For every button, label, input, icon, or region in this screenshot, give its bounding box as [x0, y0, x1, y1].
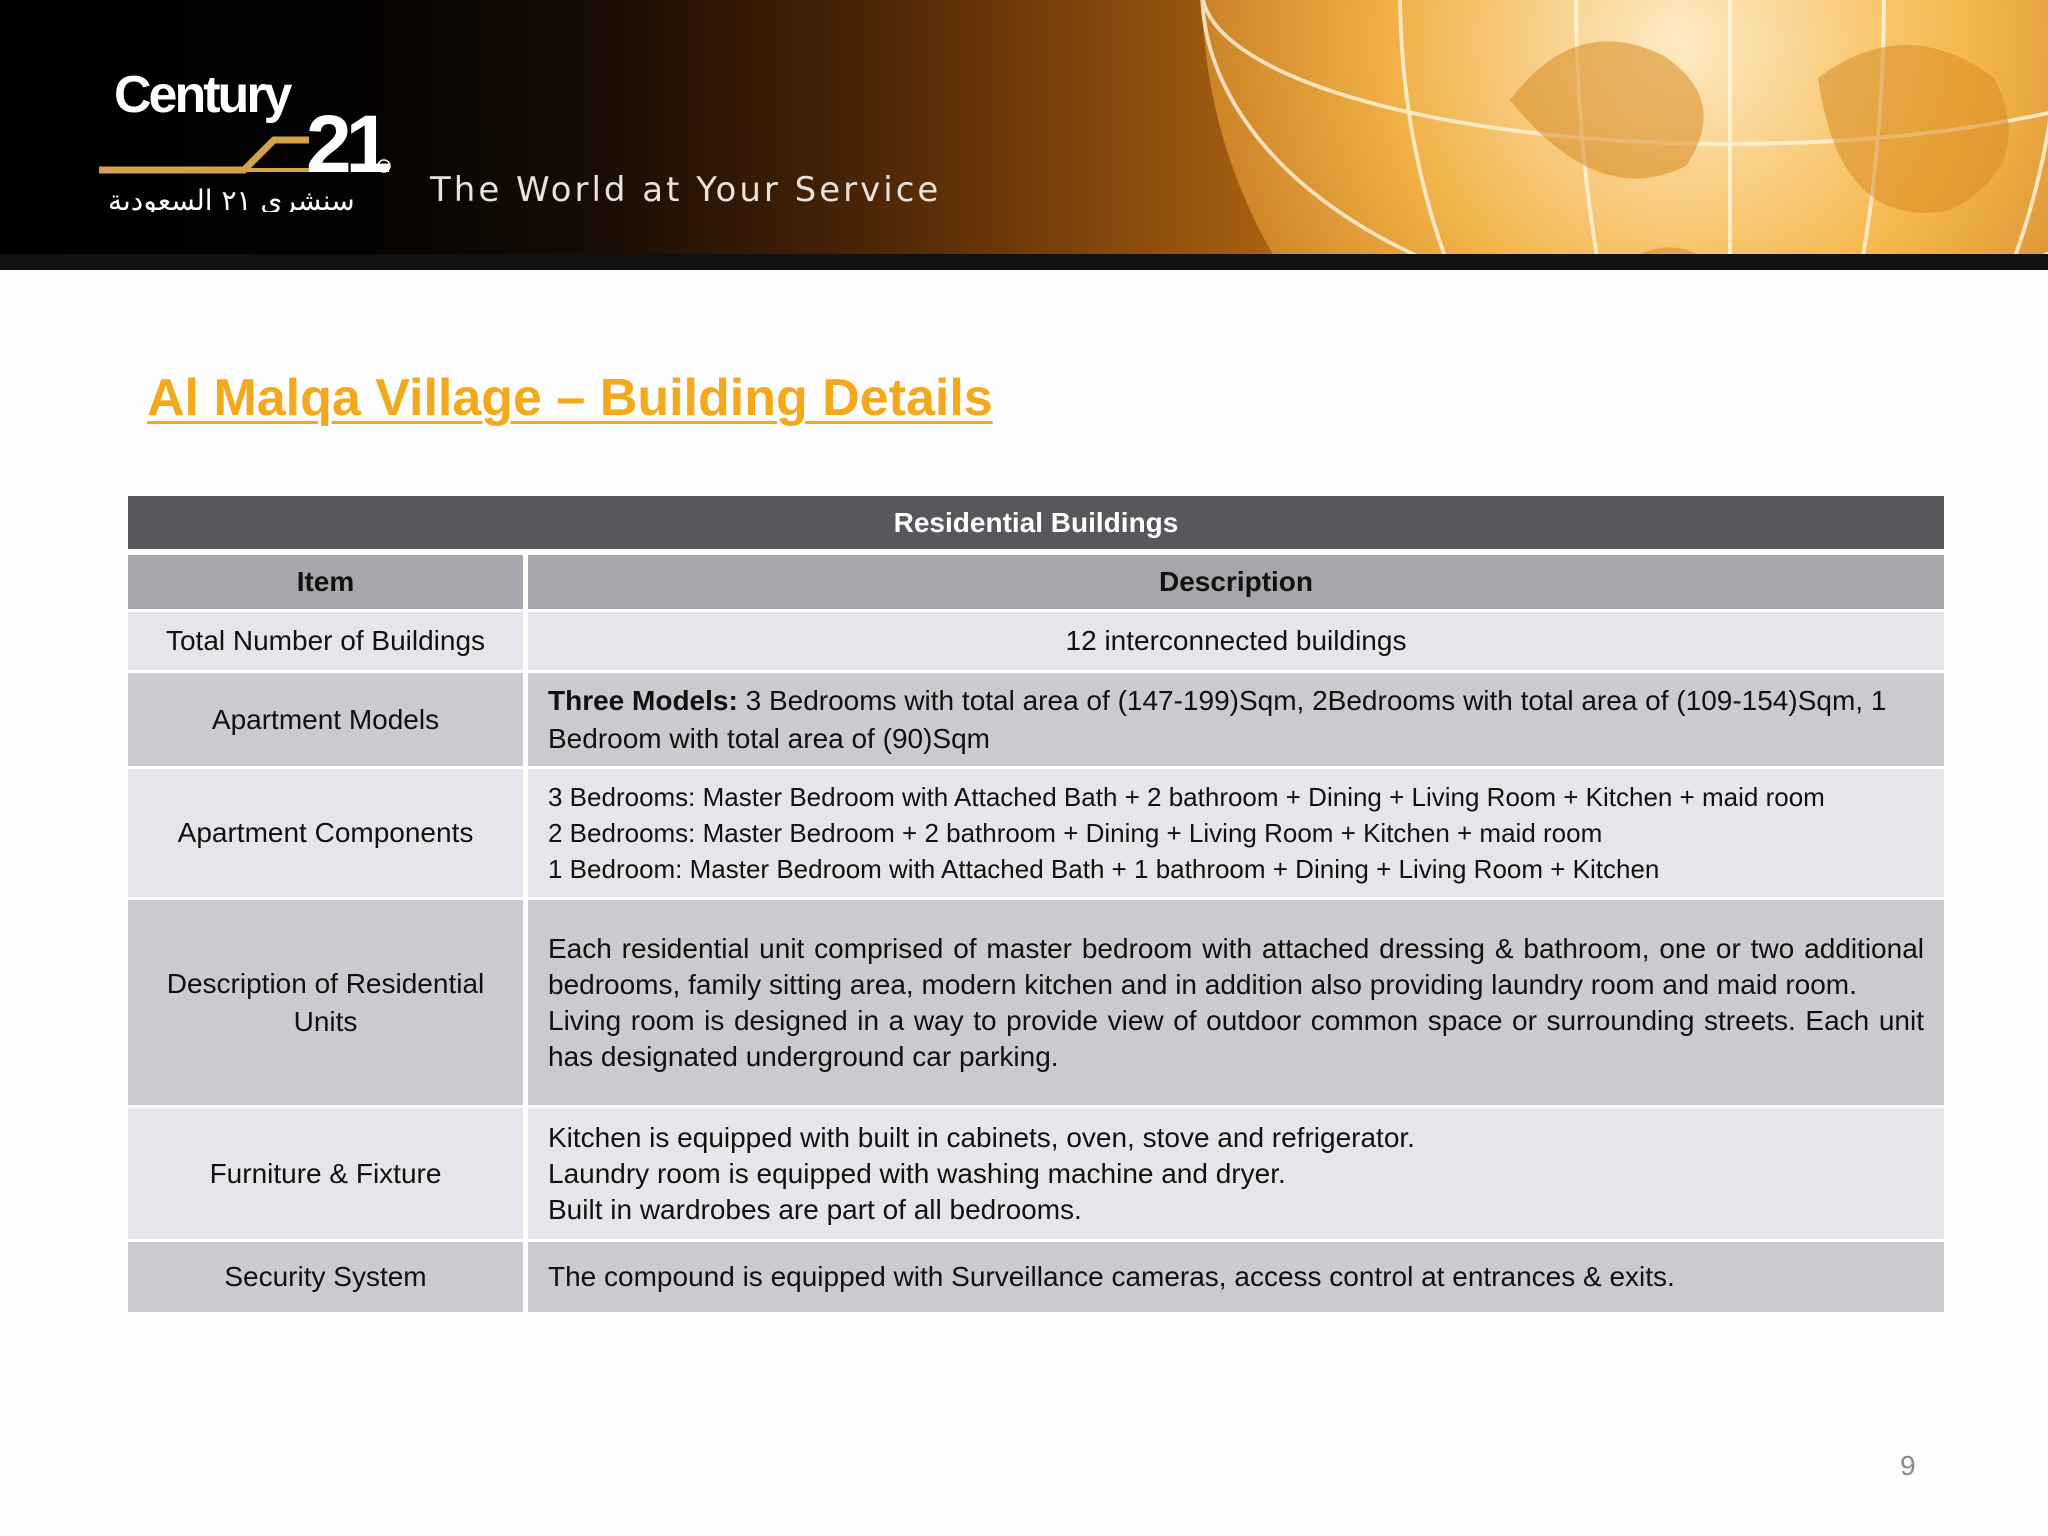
row-description — [528, 900, 1944, 1105]
table-row — [128, 1242, 1944, 1312]
svg-text:Century: Century — [114, 66, 290, 124]
description-line: 1 Bedroom: Master Bedroom with Attached Bath + 1 bathroom + Dining + Living Room + Kitchen — [548, 854, 1660, 884]
logo-mark — [94, 62, 404, 212]
row-item: Description of Residential Units — [128, 900, 528, 1105]
description-line: Each residential unit comprised of master bedroom with attached dressing & bathroom, one or two additional bedrooms, family sitting area, modern kitchen and in addition also providing laundry room and maid room. — [548, 932, 1924, 1000]
globe-graphic — [1180, 0, 2048, 254]
table-header-row — [128, 555, 1944, 612]
row-item: Apartment Models — [128, 673, 528, 766]
table-row — [128, 612, 1944, 673]
tagline: The World at Your Service — [430, 170, 942, 210]
row-item: Apartment Components — [128, 769, 528, 897]
description-line: Living room is designed in a way to provide view of outdoor common space or surrounding streets. Each unit has designated underground car parking. — [548, 1004, 1924, 1072]
column-header-item: Item — [128, 555, 528, 609]
svg-text:سنشري ٢١ السعودية: سنشري ٢١ السعودية — [108, 184, 355, 212]
table-caption: Residential Buildings — [128, 496, 1944, 549]
row-description: 12 interconnected buildings — [528, 612, 1944, 670]
table-row — [128, 1108, 1944, 1242]
description-line: Kitchen is equipped with built in cabinets, oven, stove and refrigerator. — [548, 1121, 1415, 1153]
century21-logo — [94, 62, 404, 217]
column-header-description: Description — [528, 555, 1944, 609]
page-title: Al Malqa Village – Building Details — [147, 369, 993, 427]
table-row — [128, 769, 1944, 900]
description-bold-lead: Three Models: — [548, 684, 738, 716]
description-line: 3 Bedrooms: Master Bedroom with Attached Bath + 2 bathroom + Dining + Living Room + Kitchen + maid room — [548, 782, 1825, 812]
description-text: 3 Bedrooms with total area of (147-199)Sqm, 2Bedrooms with total area of (109-154)Sqm, 1 Bedroom with total area of (90)Sqm — [548, 684, 1887, 754]
row-item: Total Number of Buildings — [128, 612, 528, 670]
page-number: 9 — [1900, 1450, 1916, 1481]
row-item: Furniture & Fixture — [128, 1108, 528, 1239]
row-description: The compound is equipped with Surveillance cameras, access control at entrances & exits. — [528, 1242, 1944, 1312]
table-row — [128, 900, 1944, 1108]
description-line: Built in wardrobes are part of all bedrooms. — [548, 1193, 1082, 1225]
row-description — [528, 769, 1944, 897]
banner-bottom-strip — [0, 254, 2048, 270]
row-description — [528, 1108, 1944, 1239]
row-description — [528, 673, 1944, 766]
description-line: Laundry room is equipped with washing machine and dryer. — [548, 1157, 1286, 1189]
svg-text:21: 21 — [306, 99, 386, 190]
header-banner — [0, 0, 2048, 254]
building-details-table — [128, 496, 1944, 1312]
row-item: Security System — [128, 1242, 528, 1312]
description-line: 2 Bedrooms: Master Bedroom + 2 bathroom + Dining + Living Room + Kitchen + maid room — [548, 818, 1603, 848]
table-row — [128, 673, 1944, 769]
